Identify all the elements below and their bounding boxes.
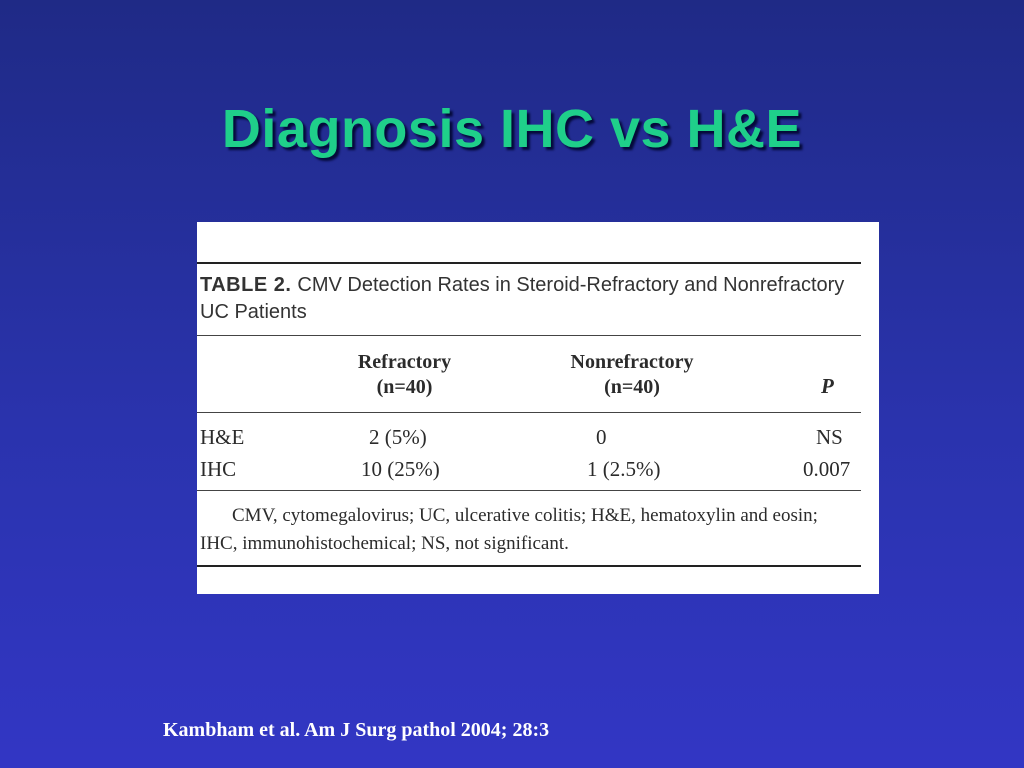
cell-refractory: 10 (25%) xyxy=(361,457,440,481)
row-label: IHC xyxy=(200,457,237,481)
cell-nonrefractory: 0 xyxy=(596,425,607,449)
column-header-refractory xyxy=(337,350,472,400)
column-header-refractory-name: Refractory xyxy=(357,351,452,373)
cell-nonrefractory: 1 (2.5%) xyxy=(587,457,661,481)
table-row xyxy=(197,425,861,455)
table-top-rule xyxy=(197,262,861,264)
header-rule xyxy=(197,412,861,413)
table-bottom-rule xyxy=(197,565,861,567)
column-header-p: P xyxy=(821,374,834,398)
table-caption-text: CMV Detection Rates in Steroid-Refractory and Nonrefractory UC Patients xyxy=(200,274,845,323)
table-caption xyxy=(200,272,860,326)
column-header-refractory-n: (n=40) xyxy=(376,376,433,398)
column-header-nonrefractory xyxy=(547,350,717,400)
column-header-nonrefractory-name: Nonrefractory xyxy=(570,351,694,373)
cell-p-value: 0.007 xyxy=(803,457,851,481)
cell-p-value: NS xyxy=(816,425,843,449)
citation: Kambham et al. Am J Surg pathol 2004; 28:3 xyxy=(163,719,550,741)
table-figure xyxy=(197,222,879,594)
body-rule xyxy=(197,490,861,491)
slide-title: Diagnosis IHC vs H&E xyxy=(221,99,803,159)
table-row xyxy=(197,457,861,487)
cell-refractory: 2 (5%) xyxy=(369,425,427,449)
column-header-nonrefractory-n: (n=40) xyxy=(604,376,660,398)
row-label: H&E xyxy=(200,425,245,449)
caption-rule xyxy=(197,335,861,336)
table-label: TABLE 2. xyxy=(200,274,292,296)
table-footnote: CMV, cytomegalovirus; UC, ulcerative colitis; H&E, hematoxylin and eosin; IHC, immunohistochemical; NS, not significant. xyxy=(200,505,818,554)
